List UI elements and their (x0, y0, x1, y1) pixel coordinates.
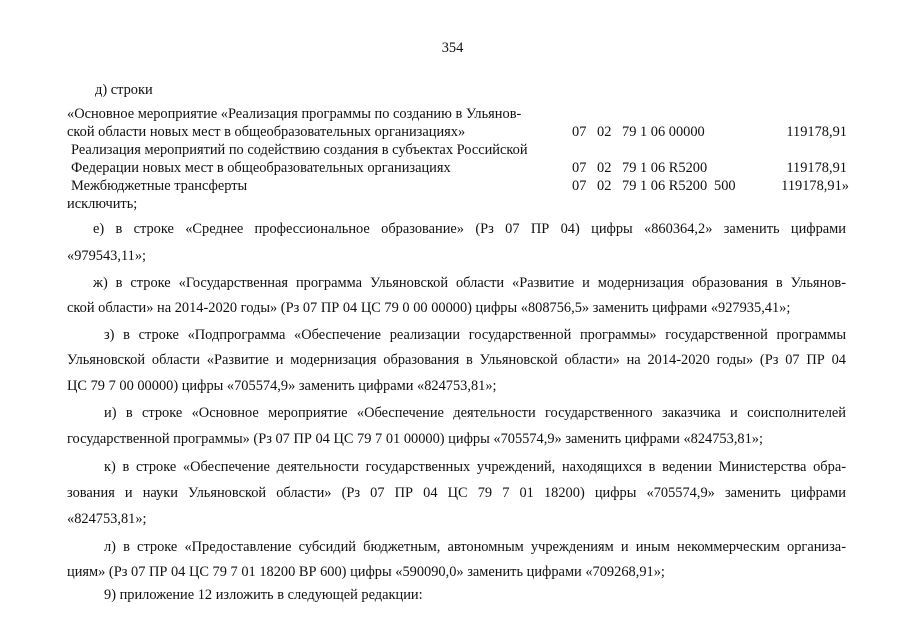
row-1-amount: 119178,91 (786, 124, 847, 140)
para-z-line-2: Ульяновской области «Развитие и модернизация образования в Ульяновской области» на 2014-2020 годы» (Рз 07 ПР 04 (67, 352, 846, 368)
row-2-text-line-2: Федерации новых мест в общеобразовательных организациях (71, 160, 451, 176)
para-k-line-2: зования и науки Ульяновской области» (Рз 07 ПР 04 ЦС 79 7 01 18200) цифры «705574,9» заменить цифрами (67, 485, 846, 501)
row-1-csr: 79 1 06 00000 (622, 124, 705, 140)
row-1-text-line-1: «Основное мероприятие «Реализация программы по созданию в Ульянов- (67, 106, 522, 122)
section-d-closing: исключить; (67, 196, 138, 212)
para-l-line-2: циям» (Рз 07 ПР 04 ЦС 79 7 01 18200 ВР 600) цифры «590090,0» заменить цифрами «709268,91»; (67, 564, 665, 580)
para-l-line-1: л) в строке «Предоставление субсидий бюджетным, автономным учреждениям и иным некоммерческим организа- (104, 539, 846, 555)
para-k-line-3: «824753,81»; (67, 511, 147, 527)
row-3-csr: 79 1 06 R5200 (622, 178, 708, 194)
para-i-line-2: государственной программы» (Рз 07 ПР 04 ЦС 79 7 01 00000) цифры «705574,9» заменить цифрами «824753,81»; (67, 431, 764, 447)
para-k-line-1: к) в строке «Обеспечение деятельности государственных учреждений, находящихся в ведении Министерства обра- (104, 459, 846, 475)
row-2-pr: 02 (597, 160, 612, 176)
row-2-amount: 119178,91 (786, 160, 847, 176)
row-3-rz: 07 (572, 178, 587, 194)
row-3-amount: 119178,91» (781, 178, 849, 194)
row-1-pr: 02 (597, 124, 612, 140)
row-2-text-line-1: Реализация мероприятий по содействию создания в субъектах Российской (71, 142, 528, 158)
page-number: 354 (441, 40, 464, 56)
para-e-line-2: «979543,11»; (67, 248, 147, 264)
row-3-pr: 02 (597, 178, 612, 194)
row-1-rz: 07 (572, 124, 587, 140)
para-zh-line-1: ж) в строке «Государственная программа Ульяновской области «Развитие и модернизация образования в Ульянов- (93, 275, 846, 291)
para-9-line-1: 9) приложение 12 изложить в следующей редакции: (104, 587, 423, 603)
para-z-line-1: з) в строке «Подпрограмма «Обеспечение реализации государственной программы» государственной программы (104, 327, 846, 343)
row-3-text-line-1: Межбюджетные трансферты (71, 178, 248, 194)
para-z-line-3: ЦС 79 7 00 00000) цифры «705574,9» заменить цифрами «824753,81»; (67, 378, 497, 394)
row-2-csr: 79 1 06 R5200 (622, 160, 708, 176)
para-zh-line-2: ской области» на 2014-2020 годы» (Рз 07 ПР 04 ЦС 79 0 00 00000) цифры «808756,5» заменить цифрами «927935,41»; (67, 300, 791, 316)
row-3-vr: 500 (714, 178, 736, 194)
section-d-heading: д) строки (95, 82, 153, 98)
para-i-line-1: и) в строке «Основное мероприятие «Обеспечение деятельности государственного заказчика и соисполнителей (104, 405, 846, 421)
row-2-rz: 07 (572, 160, 587, 176)
row-1-text-line-2: ской области новых мест в общеобразовательных организациях» (67, 124, 466, 140)
para-e-line-1: е) в строке «Среднее профессиональное образование» (Рз 07 ПР 04) цифры «860364,2» заменить цифрами (93, 221, 846, 237)
